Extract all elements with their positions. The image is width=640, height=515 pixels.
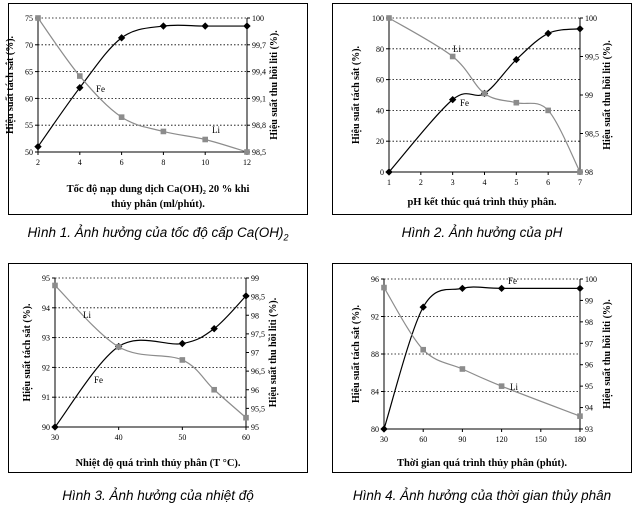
chart-1 <box>5 14 280 210</box>
y-left-tick-label: 75 <box>25 14 33 23</box>
series-label-li: Li <box>510 382 518 392</box>
chart-4-caption-text: Hình 4. Ảnh hưởng của thời gian thủy phân <box>352 488 612 503</box>
li-marker <box>386 15 392 21</box>
li-marker <box>116 344 122 350</box>
fe-marker <box>34 143 41 150</box>
x-tick-label: 12 <box>243 158 251 167</box>
chart-1-caption-subscript: 2 <box>283 232 289 243</box>
x-tick-label: 10 <box>201 158 210 167</box>
fe-marker <box>202 22 209 29</box>
li-marker <box>514 100 520 106</box>
chart-3-caption-text: Hình 3. Ảnh hưởng của nhiệt độ <box>62 488 254 503</box>
y-right-tick-label: 98,5 <box>251 292 265 302</box>
y-left-tick-label: 92 <box>371 312 379 322</box>
y-right-axis-title: Hiệu suất thu hồi liti (%). <box>269 30 280 140</box>
y-right-tick-label: 99,1 <box>252 94 266 104</box>
series-label-fe: Fe <box>460 98 469 108</box>
x-tick-label: 5 <box>514 178 519 187</box>
li-marker <box>420 347 426 353</box>
li-marker <box>243 415 249 421</box>
x-tick-label: 4 <box>482 178 487 187</box>
x-axis-title: Nhiệt độ quá trình thủy phân (T °C). <box>75 458 241 469</box>
y-right-tick-label: 99,5 <box>585 52 599 62</box>
series-line-li <box>384 288 580 417</box>
y-left-tick-label: 91 <box>42 393 50 403</box>
y-left-tick-label: 60 <box>376 75 384 85</box>
y-right-tick-label: 99,4 <box>252 67 266 77</box>
y-right-tick-label: 98 <box>585 317 593 327</box>
x-tick-label: 3 <box>450 178 455 187</box>
y-left-tick-label: 0 <box>380 168 384 177</box>
series-line-fe <box>384 287 580 429</box>
x-tick-label: 90 <box>458 435 467 444</box>
li-marker <box>577 169 583 175</box>
li-marker <box>35 15 41 21</box>
y-right-tick-label: 95 <box>251 423 259 432</box>
y-left-tick-label: 90 <box>42 423 50 432</box>
li-marker <box>244 149 250 155</box>
li-marker <box>460 366 466 372</box>
x-tick-label: 4 <box>77 158 82 167</box>
series-line-li <box>55 285 246 417</box>
y-left-tick-label: 84 <box>371 387 379 397</box>
li-marker <box>119 114 125 120</box>
y-left-tick-label: 92 <box>42 363 50 373</box>
fe-marker <box>544 30 551 37</box>
y-left-tick-label: 80 <box>376 44 384 54</box>
x-axis-title: Thời gian quá trình thủy phân (phút). <box>396 458 568 469</box>
y-right-tick-label: 95,5 <box>251 404 265 414</box>
y-left-tick-label: 95 <box>42 274 50 283</box>
y-right-tick-label: 97,5 <box>251 329 265 339</box>
y-right-tick-label: 98 <box>251 311 259 321</box>
x-tick-label: 7 <box>578 178 582 187</box>
li-marker <box>545 108 551 114</box>
fe-marker <box>576 25 583 32</box>
y-right-tick-label: 100 <box>585 275 597 284</box>
li-marker <box>450 54 456 60</box>
x-tick-label: 60 <box>242 433 250 442</box>
series-label-li: Li <box>453 44 461 54</box>
y-right-tick-label: 99 <box>251 274 259 283</box>
y-right-tick-label: 98,5 <box>252 148 266 157</box>
li-marker <box>211 387 217 393</box>
x-axis-title: Tốc độ nạp dung dịch Ca(OH)₂ 20 % khi <box>66 184 250 195</box>
y-left-tick-label: 96 <box>371 275 379 284</box>
y-left-tick-label: 88 <box>371 350 379 359</box>
y-left-tick-label: 60 <box>25 94 33 104</box>
y-right-tick-label: 100 <box>252 14 264 23</box>
li-marker <box>202 137 208 143</box>
series-label-fe: Fe <box>94 375 103 385</box>
y-right-tick-label: 93 <box>585 425 593 434</box>
fe-marker <box>576 285 583 292</box>
fe-marker <box>179 340 186 347</box>
x-axis-title: pH kết thúc quá trình thủy phân. <box>407 197 557 208</box>
y-right-tick-label: 97 <box>251 348 259 358</box>
y-left-tick-label: 94 <box>42 303 50 313</box>
y-right-tick-label: 95 <box>585 382 593 392</box>
fe-marker <box>160 22 167 29</box>
x-tick-label: 60 <box>419 435 428 444</box>
y-left-axis-title: Hiệu suất tách sắt (%). <box>351 45 362 145</box>
x-tick-label: 6 <box>119 158 124 167</box>
y-right-tick-label: 99 <box>585 91 593 100</box>
y-right-tick-label: 98,5 <box>585 129 599 139</box>
y-left-tick-label: 93 <box>42 333 50 343</box>
y-left-axis-title: Hiệu suất tách sắt (%). <box>22 303 33 402</box>
x-tick-label: 50 <box>178 433 187 442</box>
series-label-li: Li <box>212 125 220 135</box>
y-right-tick-label: 99,7 <box>252 40 266 50</box>
li-marker <box>52 283 58 289</box>
y-left-axis-title: Hiệu suất tách sắt (%). <box>351 304 362 404</box>
fe-marker <box>380 425 387 432</box>
x-tick-label: 150 <box>534 435 547 444</box>
li-marker <box>577 413 583 419</box>
y-left-tick-label: 20 <box>376 137 384 147</box>
li-marker <box>161 129 167 135</box>
x-axis-title: thủy phân (ml/phút). <box>111 199 205 210</box>
y-right-tick-label: 96 <box>585 360 593 370</box>
series-label-li: Li <box>83 310 91 320</box>
fe-marker <box>243 22 250 29</box>
y-right-axis-title: Hiệu suất thu hồi liti (%). <box>602 299 613 409</box>
x-tick-label: 8 <box>161 158 166 167</box>
x-tick-label: 180 <box>574 435 586 444</box>
x-tick-label: 120 <box>495 435 508 444</box>
y-right-tick-label: 99 <box>585 296 593 306</box>
li-marker <box>77 73 83 79</box>
y-left-axis-title: Hiệu suất tách sắt (%). <box>5 35 16 135</box>
x-tick-label: 2 <box>36 158 40 167</box>
chart-2 <box>351 14 613 208</box>
chart-4 <box>351 275 613 469</box>
li-marker <box>180 357 186 363</box>
x-tick-label: 30 <box>51 433 59 442</box>
y-left-tick-label: 55 <box>25 121 33 131</box>
fe-marker <box>420 303 427 310</box>
li-marker <box>381 285 387 291</box>
fe-marker <box>498 285 505 292</box>
series-label-fe: Fe <box>508 276 517 286</box>
series-line-fe <box>389 29 580 172</box>
y-right-tick-label: 98,8 <box>252 121 266 131</box>
x-tick-label: 2 <box>418 178 423 187</box>
y-right-tick-label: 96 <box>251 385 259 395</box>
chart-1-caption-text: Hình 1. Ảnh hưởng của tốc độ cấp Ca(OH) <box>27 225 284 240</box>
chart-2-caption-text: Hình 2. Ảnh hưởng của pH <box>401 225 563 240</box>
y-right-tick-label: 100 <box>585 14 597 23</box>
chart-3 <box>22 274 279 469</box>
y-left-tick-label: 80 <box>371 425 379 434</box>
y-left-tick-label: 70 <box>25 40 33 50</box>
y-right-tick-label: 96,5 <box>251 367 265 377</box>
x-tick-label: 30 <box>380 435 388 444</box>
x-tick-label: 40 <box>114 433 123 442</box>
y-right-tick-label: 94 <box>585 403 593 413</box>
y-right-tick-label: 97 <box>585 339 593 349</box>
y-right-axis-title: Hiệu suất thu hồi liti (%). <box>602 40 613 150</box>
li-marker <box>482 91 488 97</box>
y-left-tick-label: 50 <box>25 148 33 157</box>
y-left-tick-label: 100 <box>372 14 384 23</box>
x-tick-label: 1 <box>387 178 391 187</box>
y-left-tick-label: 65 <box>25 67 33 77</box>
li-marker <box>499 383 505 389</box>
y-right-tick-label: 98 <box>585 168 593 177</box>
y-right-axis-title: Hiệu suất thu hồi liti (%). <box>268 297 279 408</box>
series-label-fe: Fe <box>96 84 105 94</box>
x-tick-label: 6 <box>546 178 551 187</box>
y-left-tick-label: 40 <box>376 106 384 116</box>
fe-marker <box>459 285 466 292</box>
